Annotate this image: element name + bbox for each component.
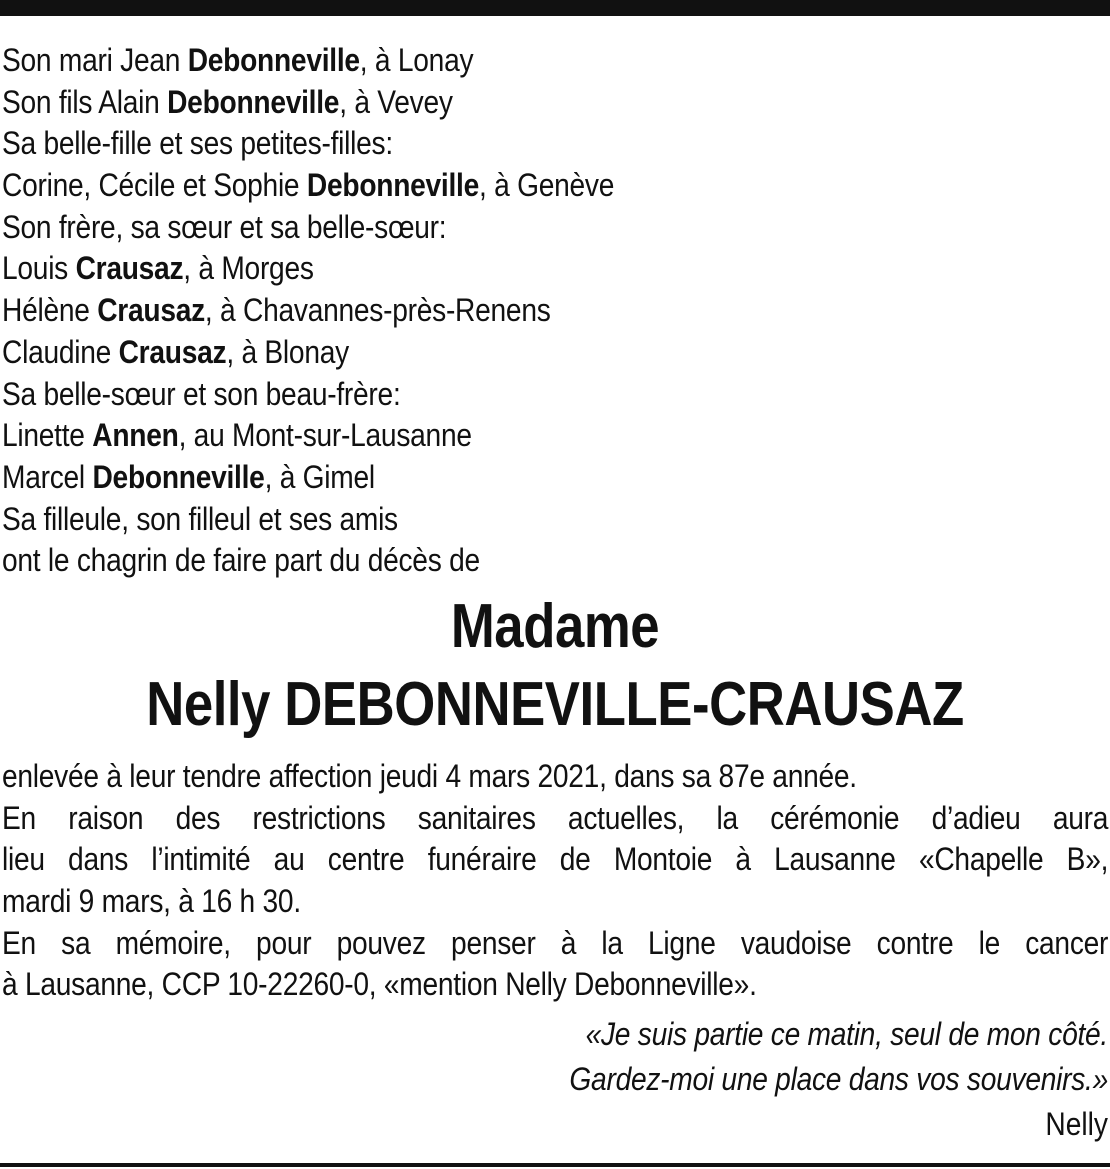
family-line: Corine, Cécile et Sophie Debonneville, à Genève	[2, 167, 615, 204]
body-line: enlevée à leur tendre affection jeudi 4 mars 2021, dans sa 87e année.	[2, 758, 857, 794]
family-line: Sa belle-sœur et son beau-frère:	[2, 375, 401, 412]
family-line: Claudine Crausaz, à Blonay	[2, 333, 349, 370]
body-line: En raison des restrictions sanitaires actuelles, la cérémonie d’adieu aura	[2, 799, 1109, 836]
notice-body	[2, 756, 1108, 1006]
bottom-rule	[0, 1163, 1110, 1167]
body-line: En sa mémoire, pour pouvez penser à la Ligne vaudoise contre le cancer	[2, 924, 1109, 961]
body-line: lieu dans l’intimité au centre funéraire de Montoie à Lausanne «Chapelle B»,	[2, 841, 1109, 878]
quote-line: Gardez-moi une place dans vos souvenirs.»	[569, 1061, 1108, 1097]
family-line: Hélène Crausaz, à Chavannes-près-Renens	[2, 292, 551, 329]
deceased-name: Nelly DEBONNEVILLE-CRAUSAZ	[146, 670, 964, 739]
top-rule	[0, 0, 1110, 16]
body-line: à Lausanne, CCP 10-22260-0, «mention Nelly Debonneville».	[2, 966, 757, 1003]
family-list	[2, 40, 1102, 582]
family-line: Son mari Jean Debonneville, à Lonay	[2, 42, 474, 78]
deceased-title: Madame	[450, 592, 660, 661]
family-line: Sa filleule, son filleul et ses amis	[2, 500, 398, 537]
family-line: Son fils Alain Debonneville, à Vevey	[2, 83, 453, 120]
family-line: ont le chagrin de faire part du décès de	[2, 542, 480, 579]
family-line: Linette Annen, au Mont-sur-Lausanne	[2, 417, 472, 454]
signature: Nelly	[1045, 1106, 1108, 1142]
deceased-heading	[0, 588, 1110, 744]
body-line: mardi 9 mars, à 16 h 30.	[2, 883, 301, 920]
family-line: Son frère, sa sœur et sa belle-sœur:	[2, 208, 447, 245]
closing-quote	[108, 1012, 1108, 1147]
quote-line: «Je suis partie ce matin, seul de mon côté.	[585, 1016, 1108, 1052]
family-line: Sa belle-fille et ses petites-filles:	[2, 125, 393, 162]
family-line: Marcel Debonneville, à Gimel	[2, 458, 375, 495]
family-line: Louis Crausaz, à Morges	[2, 250, 314, 287]
